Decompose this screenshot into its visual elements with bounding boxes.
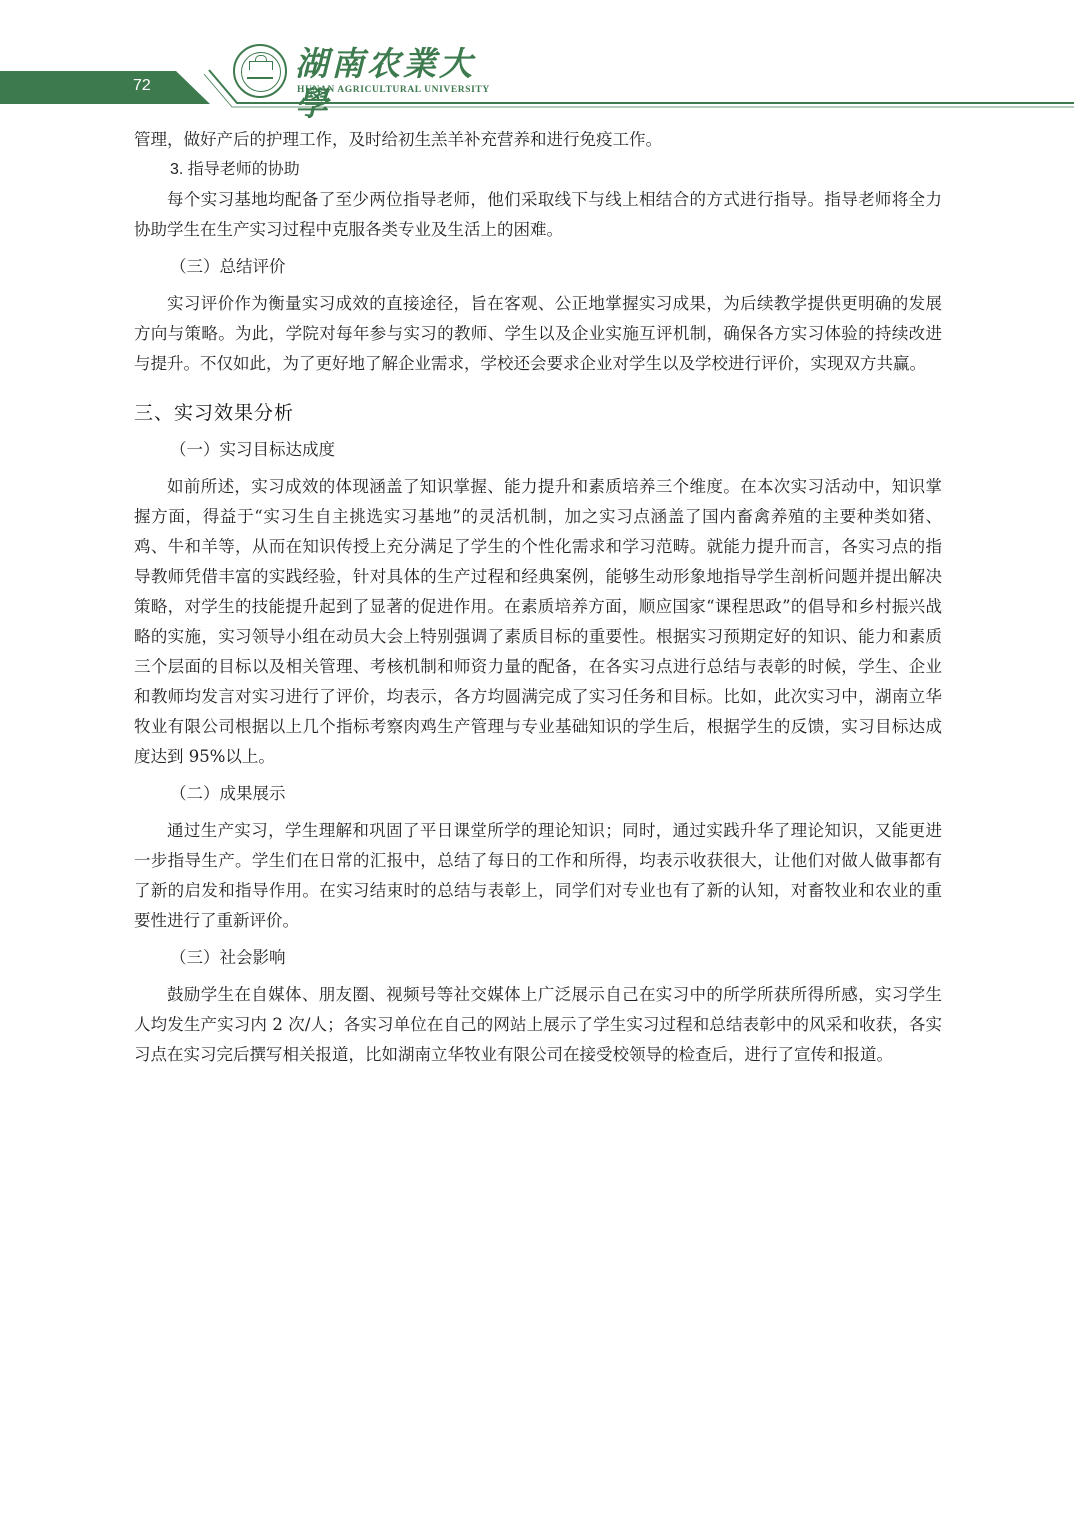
subsection-heading: （三）总结评价 — [170, 258, 286, 276]
page-number: 72 — [133, 77, 151, 94]
paragraph: 通过生产实习，学生理解和巩固了平日课堂所学的理论知识；同时，通过实践升华了理论知识，又能更进一步指导生产。学生们在日常的汇报中，总结了每日的工作和所得，均表示收获很大，让他们对做人做事都有了新的启发和指导作用。在实习结束时的总结与表彰上，同学们对专业也有了新的认知，对畜牧业和农业的重要性进行了重新评价。 — [134, 821, 942, 930]
paragraph: 鼓励学生在自媒体、朋友圈、视频号等社交媒体上广泛展示自己在实习中的所学所获所得所感，实习学生人均发生产实习内 2 次/人；各实习单位在自己的网站上展示了学生实习过程和总结表彰中的风采和收获，各实习点在实习完后撰写相关报道，比如湖南立华牧业有限公司在接受校领导的检查后，进行了宣传和报道。 — [134, 985, 942, 1064]
paragraph: 每个实习基地均配备了至少两位指导老师，他们采取线下与线上相结合的方式进行指导。指导老师将全力协助学生在生产实习过程中克服各类专业及生活上的困难。 — [134, 190, 942, 239]
university-logo-chinese: 湖南农業大學 — [295, 44, 475, 123]
section-heading: 三、实习效果分析 — [134, 403, 295, 424]
university-seal-icon — [233, 44, 287, 98]
university-logo-english: HUNAN AGRICULTURAL UNIVERSITY — [297, 85, 490, 95]
item-title: 3. 指导老师的协助 — [170, 161, 300, 178]
document-body — [134, 125, 942, 1070]
paragraph: 实习评价作为衡量实习成效的直接途径，旨在客观、公正地掌握实习成果，为后续教学提供更明确的发展方向与策略。为此，学院对每年参与实习的教师、学生以及企业实施互评机制，确保各方实习体验的持续改进与提升。不仅如此，为了更好地了解企业需求，学校还会要求企业对学生以及学校进行评价，实现双方共赢。 — [134, 294, 942, 373]
subsection-heading: （三）社会影响 — [170, 949, 286, 967]
header-rule — [0, 0, 1074, 110]
subsection-heading: （二）成果展示 — [170, 785, 286, 803]
paragraph: 管理，做好产后的护理工作，及时给初生羔羊补充营养和进行免疫工作。 — [134, 130, 662, 149]
subsection-heading: （一）实习目标达成度 — [170, 441, 335, 459]
paragraph: 如前所述，实习成效的体现涵盖了知识掌握、能力提升和素质培养三个维度。在本次实习活动中，知识掌握方面，得益于“实习生自主挑选实习基地”的灵活机制，加之实习点涵盖了国内畜禽养殖的主要种类如猪、鸡、牛和羊等，从而在知识传授上充分满足了学生的个性化需求和学习范畴。就能力提升而言，各实习点的指导教师凭借丰富的实践经验，针对具体的生产过程和经典案例，能够生动形象地指导学生剖析问题并提出解决策略，对学生的技能提升起到了显著的促进作用。在素质培养方面，顺应国家“课程思政”的倡导和乡村振兴战略的实施，实习领导小组在动员大会上特别强调了素质目标的重要性。根据实习预期定好的知识、能力和素质三个层面的目标以及相关管理、考核机制和师资力量的配备，在各实习点进行总结与表彰的时候，学生、企业和教师均发言对实习进行了评价，均表示，各方均圆满完成了实习任务和目标。比如，此次实习中，湖南立华牧业有限公司根据以上几个指标考察肉鸡生产管理与专业基础知识的学生后，根据学生的反馈，实习目标达成度达到 95%以上。 — [134, 477, 942, 766]
page-header — [0, 0, 1074, 123]
